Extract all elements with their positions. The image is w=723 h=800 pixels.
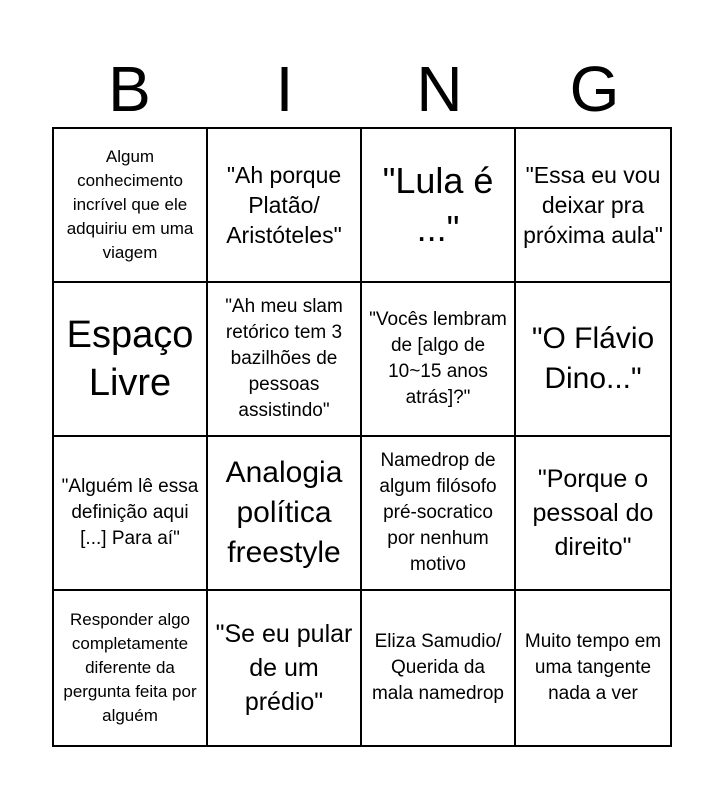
bingo-cell-r4c2[interactable] <box>208 591 362 745</box>
bingo-cell-r3c3[interactable] <box>362 437 516 591</box>
cell-text: "Essa eu vou deixar pra próxima aula" <box>523 162 663 248</box>
bingo-cell-r3c2[interactable] <box>208 437 362 591</box>
bingo-cell-r2c2[interactable] <box>208 283 362 437</box>
cell-text: Responder algo completamente diferente da pergunta feita por alguém <box>63 610 197 725</box>
cell-text: "Alguém lê essa definição aqui [...] Para aí" <box>61 476 199 549</box>
cell-text: Namedrop de algum filósofo pré-socratico por nenhum motivo <box>379 450 497 575</box>
bingo-cell-r1c2[interactable] <box>208 129 362 283</box>
bingo-grid <box>52 127 672 747</box>
cell-text: "Vocês lembram de [algo de 10~15 anos atrás]?" <box>369 309 507 408</box>
cell-text: "Ah porque Platão/ Aristóteles" <box>226 162 342 248</box>
bingo-cell-r2c3[interactable] <box>362 283 516 437</box>
cell-text: Eliza Samudio/ Querida da mala namedrop <box>371 631 505 704</box>
bingo-cell-r1c4[interactable] <box>516 129 670 283</box>
cell-text: "Ah meu slam retórico tem 3 bazilhões de pessoas assistindo" <box>225 296 343 421</box>
header-letter-n: N <box>416 53 463 125</box>
header-letter-b: B <box>108 53 151 125</box>
bingo-cell-r1c3[interactable] <box>362 129 516 283</box>
cell-text: "Se eu pular de um prédio" <box>215 620 353 716</box>
bingo-cell-r2c1[interactable] <box>54 283 208 437</box>
cell-text: "Porque o pessoal do direito" <box>532 465 654 561</box>
bingo-cell-r4c3[interactable] <box>362 591 516 745</box>
bingo-cell-r4c1[interactable] <box>54 591 208 745</box>
cell-text: Espaço Livre <box>66 314 194 404</box>
bingo-cell-r1c1[interactable] <box>54 129 208 283</box>
header-letter-g: G <box>569 53 620 125</box>
cell-text: "Lula é ..." <box>382 160 494 249</box>
bingo-cell-r3c1[interactable] <box>54 437 208 591</box>
cell-text: Algum conhecimento incrível que ele adquiriu em uma viagem <box>66 147 194 262</box>
cell-text: "O Flávio Dino..." <box>531 322 655 395</box>
bingo-cell-r3c4[interactable] <box>516 437 670 591</box>
cell-text: Analogia política freestyle <box>225 456 343 569</box>
cell-text: Muito tempo em uma tangente nada a ver <box>524 631 662 704</box>
header-letter-i: I <box>275 53 294 125</box>
bingo-header <box>52 52 672 126</box>
bingo-cell-r2c4[interactable] <box>516 283 670 437</box>
bingo-cell-r4c4[interactable] <box>516 591 670 745</box>
